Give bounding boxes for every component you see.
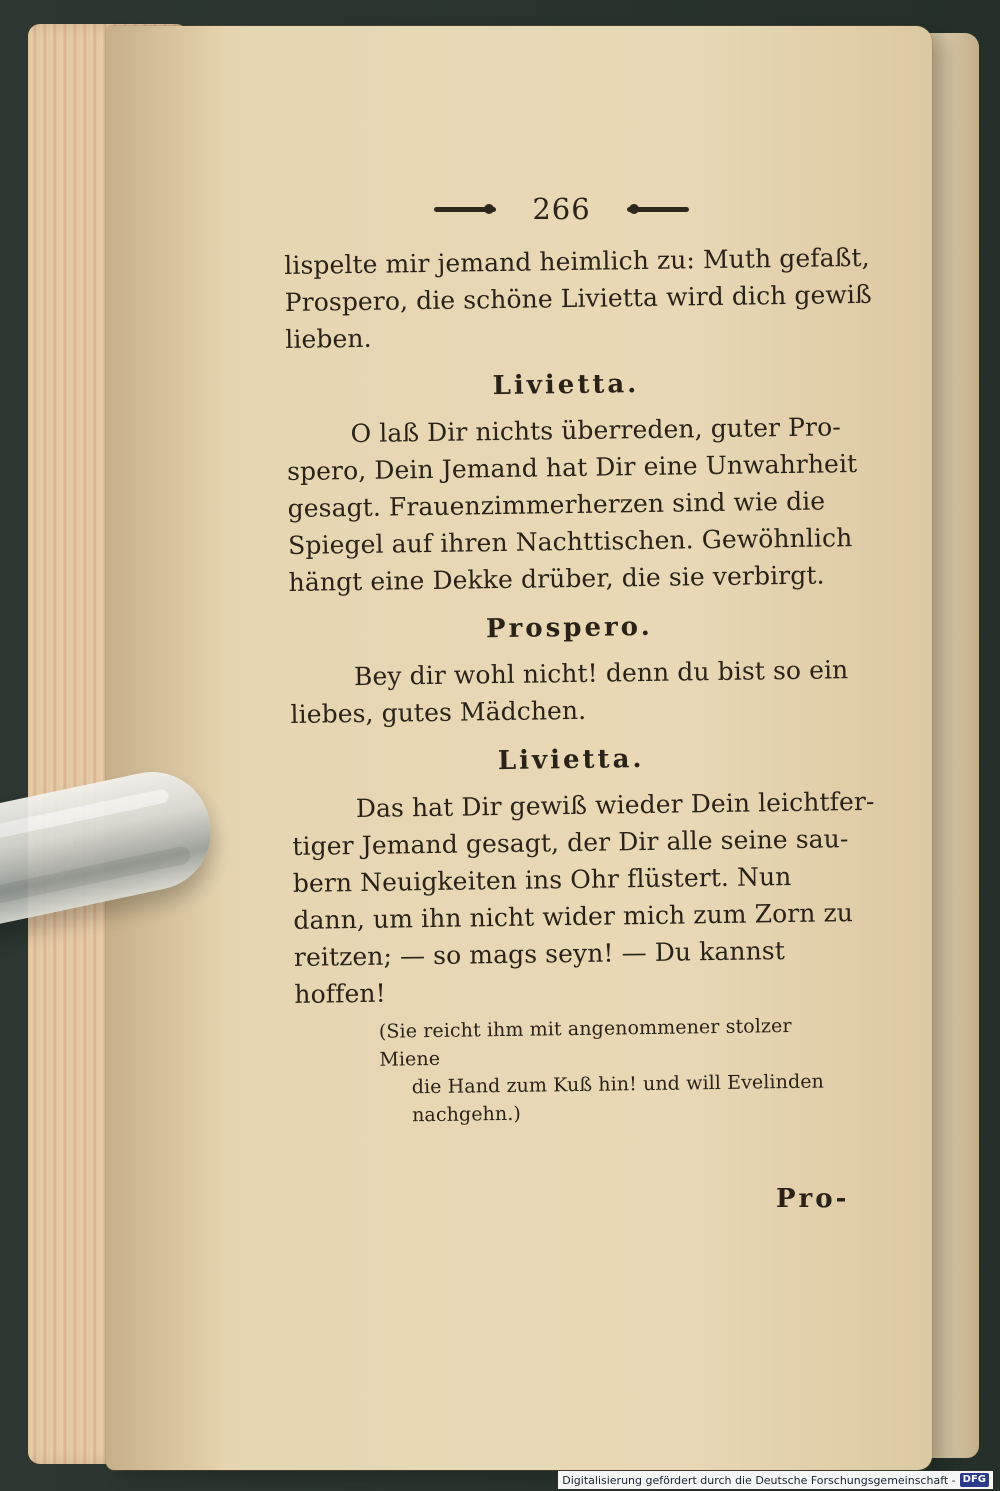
speech-line: hoffen!	[294, 978, 386, 1009]
speech-line: tiger Jemand gesagt, der Dir alle seine sau-	[292, 824, 849, 861]
stage-direction	[379, 1011, 851, 1130]
speech-line: Das hat Dir gewiß wieder Dein leichtfer-	[355, 786, 875, 824]
speech-line: bern Neuigkeiten ins Ohr flüstert. Nun	[292, 861, 792, 898]
page-number: 266	[532, 192, 591, 226]
dfg-logo: DFG	[960, 1473, 989, 1487]
right-header-ornament	[627, 207, 689, 212]
speech-line: gesagt. Frauenzimmerherzen sind wie die	[287, 486, 826, 523]
stage-direction-line: die Hand zum Kuß hin! und will Evelinden	[411, 1070, 825, 1099]
page-text	[284, 239, 875, 1131]
speaker-heading-livietta: Livietta.	[492, 369, 640, 402]
speech-line: hängt eine Dekke drüber, die sie verbirgt.	[288, 560, 825, 597]
speech-line: reitzen; — so mags seyn! — Du kannst	[293, 936, 786, 972]
stage-direction-line: (Sie reicht ihm mit angenommener stolzer Miene	[378, 1014, 792, 1071]
speech-line: O laß Dir nichts überreden, guter Pro-	[350, 412, 842, 449]
speech-line: Spiegel auf ihren Nachttischen. Gewöhnlich	[287, 523, 853, 560]
speech-line: dann, um ihn nicht wider mich zum Zorn zu	[293, 898, 854, 935]
speaker-heading-livietta: Livietta.	[497, 744, 645, 777]
digitization-footer	[558, 1471, 993, 1489]
page-header	[434, 190, 689, 228]
footer-text: Digitalisierung gefördert durch die Deutsche Forschungsgemeinschaft -	[562, 1473, 956, 1487]
intro-line: Prospero, die schöne Livietta wird dich gewiß	[284, 279, 873, 317]
left-header-ornament	[434, 207, 496, 212]
speech-line: spero, Dein Jemand hat Dir eine Unwahrheit	[286, 449, 858, 486]
speaker-heading-prospero: Prospero.	[485, 611, 653, 645]
intro-line: lispelte mir jemand heimlich zu: Muth gefaßt,	[284, 242, 870, 280]
binding-shadow	[106, 26, 226, 1470]
intro-line: lieben.	[285, 323, 372, 354]
catchword: Pro-	[776, 1184, 850, 1214]
stage-direction-line: nachgehn.)	[411, 1102, 522, 1127]
next-page-edge	[925, 33, 979, 1458]
speech-line: liebes, gutes Mädchen.	[290, 695, 587, 729]
speech-line: Bey dir wohl nicht! denn du bist so ein	[353, 655, 849, 692]
